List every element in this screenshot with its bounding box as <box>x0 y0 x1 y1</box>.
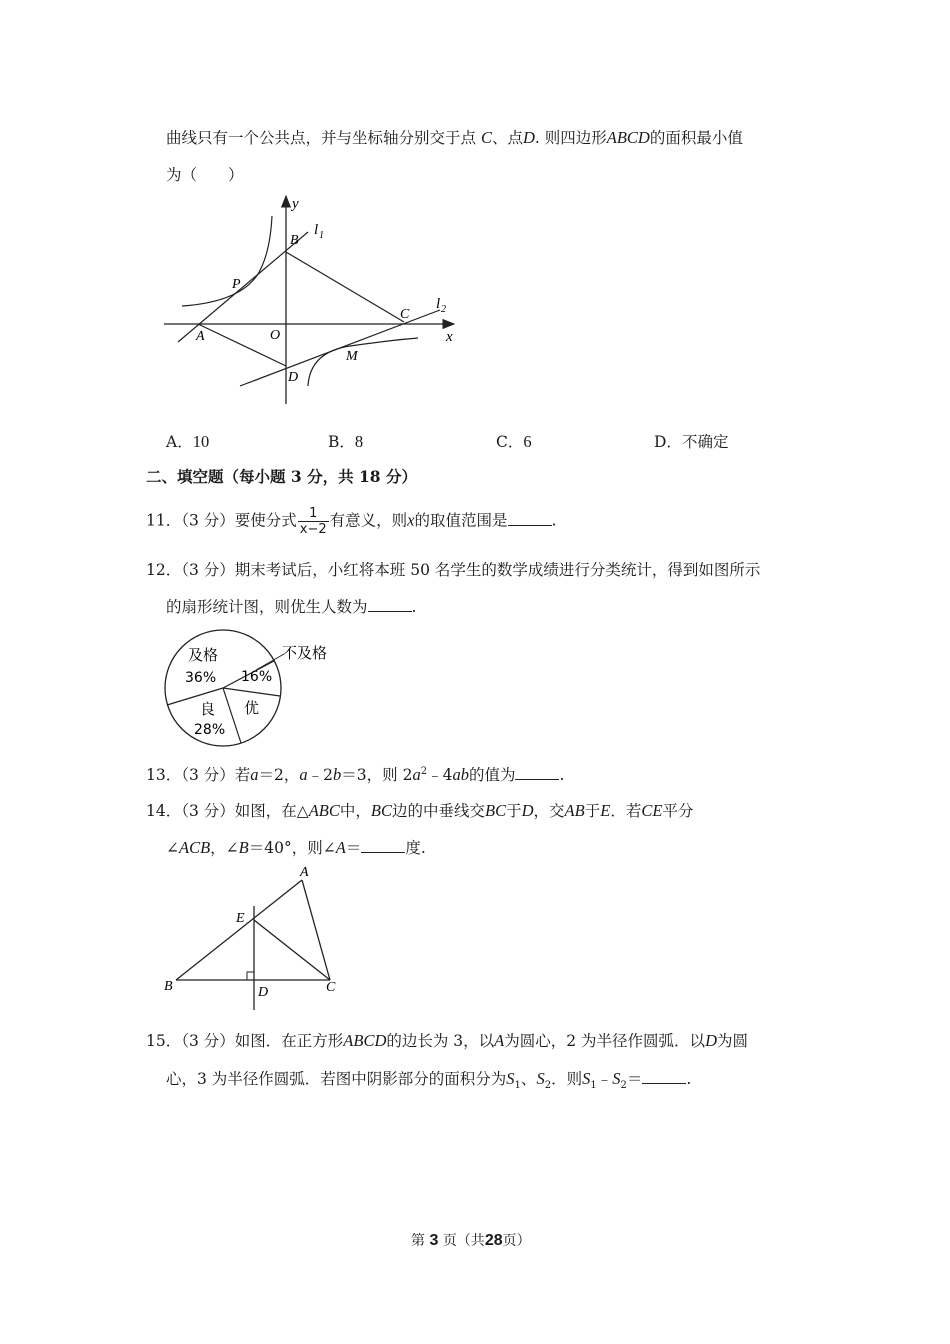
label-l1: l <box>314 222 319 238</box>
q12-line1 <box>146 558 760 580</box>
q10-text: 曲线只有一个公共点，并与坐标轴分别交于点 <box>166 129 477 147</box>
q14-var-ab: AB <box>564 801 585 820</box>
label-m: M <box>346 349 358 364</box>
q13-eq2: ＝3，则 2 <box>341 766 413 784</box>
q15-sub3: 1 <box>590 1080 597 1092</box>
q13-var-a2: a <box>299 765 308 784</box>
pie-label-excellent: 优 <box>244 699 260 717</box>
q13-eq1: ＝2， <box>258 766 300 784</box>
q10-var-c: C <box>480 128 492 147</box>
pie-label-fail: 不及格 <box>282 644 328 662</box>
q12-answer-blank[interactable] <box>368 597 412 612</box>
q15-var-s1: S <box>506 1069 515 1088</box>
q14-text-2e: 度. <box>405 839 426 857</box>
right-angle-mark <box>247 972 254 980</box>
q12-text-2: 的扇形统计图，则优生人数为 <box>166 598 368 616</box>
q13-number: 13． <box>146 766 182 784</box>
q15-sep: 、 <box>520 1070 537 1088</box>
page-footer <box>411 1230 531 1250</box>
q13-var-a3: a <box>412 765 421 784</box>
q14-text-c: 边的中垂线交 <box>391 802 485 820</box>
q10-option-d <box>654 430 728 452</box>
line-l2 <box>240 310 440 386</box>
pie-label-good: 良 <box>200 700 216 718</box>
footer-mid: 页（共 <box>442 1233 485 1249</box>
pie-divider-3 <box>223 688 241 743</box>
option-letter: C． <box>496 433 524 451</box>
q10-line1 <box>166 126 743 148</box>
line-l1 <box>178 232 308 342</box>
q14-text-2a: ∠ <box>166 839 179 857</box>
q10-text-b: . 则四边形 <box>534 129 607 147</box>
q13-minus2: ﹣4 <box>427 766 453 784</box>
q12-number: 12． <box>146 561 182 579</box>
q10-figure <box>160 190 470 410</box>
pie-pct-good: 28% <box>194 722 226 738</box>
label-c: C <box>400 307 410 322</box>
q11-answer-blank[interactable] <box>508 511 552 526</box>
q14-line1 <box>146 799 693 821</box>
side-ac <box>302 880 330 980</box>
label-d: D <box>288 370 299 385</box>
q12-text: （3 分）期末考试后，小红将本班 50 名学生的数学成绩进行分类统计，得到如图所示 <box>181 561 761 579</box>
q11 <box>146 506 556 537</box>
q13-var-ab: ab <box>452 765 469 784</box>
q11-fraction <box>298 506 329 537</box>
q15-end: . <box>686 1070 692 1088</box>
q13-text-b: 的值为 <box>468 766 516 784</box>
pie-label-pass: 及格 <box>188 646 219 664</box>
q15-text-2a: 心，3 为半径作圆弧．若图中阴影部分的面积分为 <box>166 1070 507 1088</box>
q11-text-a: 有意义，则 <box>329 511 408 530</box>
footer-pre: 第 <box>411 1233 425 1249</box>
q14-answer-blank[interactable] <box>361 838 405 853</box>
q10-option-c <box>496 430 532 452</box>
q15-text-c: 为圆心，2 为半径作圆弧．以 <box>504 1032 706 1050</box>
option-text: 不确定 <box>681 433 729 451</box>
label-d: D <box>258 985 269 1000</box>
q14-text-h: 平分 <box>662 802 694 820</box>
q14-text-a: （3 分）如图，在△ <box>181 802 309 820</box>
section-title: 二、填空题（每小题 3 分，共 18 分） <box>146 467 417 486</box>
q14-text-2b: ，∠ <box>210 839 239 857</box>
option-text: 10 <box>192 432 210 451</box>
footer-page-number: 3 <box>429 1232 439 1249</box>
option-letter: D． <box>654 433 682 451</box>
q15-text-2c: ＝ <box>626 1070 643 1088</box>
q14-text-b: 中， <box>339 802 371 820</box>
q14-var-a: A <box>335 838 346 857</box>
q15-var-abcd: ABCD <box>343 1031 387 1050</box>
q14-text-g: ．若 <box>610 802 642 820</box>
q12-end: . <box>411 598 417 616</box>
q15-text-2b: ．则 <box>551 1070 583 1088</box>
q14-text-e: ，交 <box>533 802 565 820</box>
q15-line2 <box>166 1067 691 1091</box>
label-l2-sub: 2 <box>441 304 446 315</box>
label-a: A <box>300 865 309 880</box>
hyperbola-upper-left <box>182 216 272 306</box>
q11-text: （3 分）要使分式 <box>181 511 297 530</box>
pie-pct-pass: 36% <box>185 670 217 686</box>
q11-number: 11． <box>146 511 182 530</box>
q15-sub2: 2 <box>544 1080 552 1092</box>
q13-sup: 2 <box>420 765 428 777</box>
q14-var-bc: BC <box>370 801 392 820</box>
q13-text: （3 分）若 <box>181 766 251 784</box>
q14-var-d: D <box>521 801 534 820</box>
fraction-denominator: x−2 <box>299 522 327 537</box>
q10-text-c: 的面积最小值 <box>649 129 743 147</box>
q14-var-b: B <box>238 838 249 857</box>
q13-end: . <box>559 766 565 784</box>
side-ab <box>176 880 302 980</box>
q12-line2 <box>166 595 416 617</box>
fraction-numerator: 1 <box>298 506 329 522</box>
q14-var-abc: ABC <box>308 801 340 820</box>
q10-line2: 为（ ） <box>166 166 244 184</box>
label-o: O <box>270 328 281 343</box>
label-p: P <box>232 277 241 292</box>
q14-figure <box>160 862 350 1012</box>
q14-text-f: 于 <box>584 802 601 820</box>
q15-text-b: 的边长为 3，以 <box>386 1032 495 1050</box>
q11-var-x: x <box>407 510 415 530</box>
footer-post: 页） <box>502 1233 531 1249</box>
q13-answer-blank[interactable] <box>515 765 559 780</box>
option-letter: A． <box>166 433 193 451</box>
q14-text-2d: ＝ <box>345 839 362 857</box>
q14-var-e: E <box>600 801 611 820</box>
q14-text-2c: ＝40°，则∠ <box>248 839 336 857</box>
segment-bc <box>286 252 404 322</box>
label-b: B <box>164 979 173 994</box>
q13 <box>146 763 564 785</box>
q15-var-a: A <box>494 1031 505 1050</box>
q10-option-a <box>166 430 209 452</box>
q15-minus: ﹣ <box>596 1070 613 1088</box>
label-l1-sub: 1 <box>319 230 324 241</box>
label-b: B <box>290 233 299 248</box>
q15-sub4: 2 <box>620 1080 627 1092</box>
q15-var-s2: S <box>536 1069 545 1088</box>
segment-ec <box>254 920 330 980</box>
q11-text-b: 的取值范围是 <box>414 511 508 530</box>
footer-total-pages: 28 <box>484 1232 503 1249</box>
q14-var-ce: CE <box>641 801 663 820</box>
q10-option-b <box>328 430 363 452</box>
q12-pie-chart <box>160 630 340 750</box>
q15-answer-blank[interactable] <box>642 1069 686 1084</box>
q15-var-d: D <box>705 1031 717 1050</box>
q11-end: . <box>551 511 557 530</box>
q15-number: 15． <box>146 1032 182 1050</box>
q13-minus: ﹣2 <box>307 766 334 784</box>
q14-var-acb: ACB <box>179 838 211 857</box>
q14-number: 14． <box>146 802 182 820</box>
q14-text-d: 于 <box>506 802 522 820</box>
pie-leader-line <box>256 654 284 670</box>
option-letter: B． <box>328 433 355 451</box>
q10-sep: 、点 <box>491 129 523 147</box>
label-y: y <box>292 196 299 212</box>
option-text: 8 <box>354 432 364 451</box>
q14-line2 <box>166 836 426 858</box>
q15-line1 <box>146 1029 748 1051</box>
q13-var-b: b <box>333 765 342 784</box>
q10-var-abcd: ABCD <box>606 128 650 147</box>
q15-sub1: 1 <box>514 1080 521 1092</box>
pie-pct-fail: 16% <box>241 669 273 685</box>
label-e: E <box>236 911 245 926</box>
q15-text-d: 为圆 <box>716 1032 748 1050</box>
q15-var-s4: S <box>612 1069 621 1088</box>
option-text: 6 <box>523 432 532 451</box>
label-l2: l <box>436 296 441 312</box>
label-c: C <box>326 980 336 995</box>
pie-divider-4 <box>223 688 280 696</box>
q15-var-s3: S <box>582 1069 591 1088</box>
label-x: x <box>446 329 453 345</box>
hyperbola-lower-right <box>308 338 418 386</box>
q14-var-bc2: BC <box>485 801 507 820</box>
label-a: A <box>196 329 205 344</box>
q15-text-a: （3 分）如图．在正方形 <box>181 1032 344 1050</box>
q13-var-a: a <box>250 765 259 784</box>
q10-var-d: D <box>522 128 535 147</box>
